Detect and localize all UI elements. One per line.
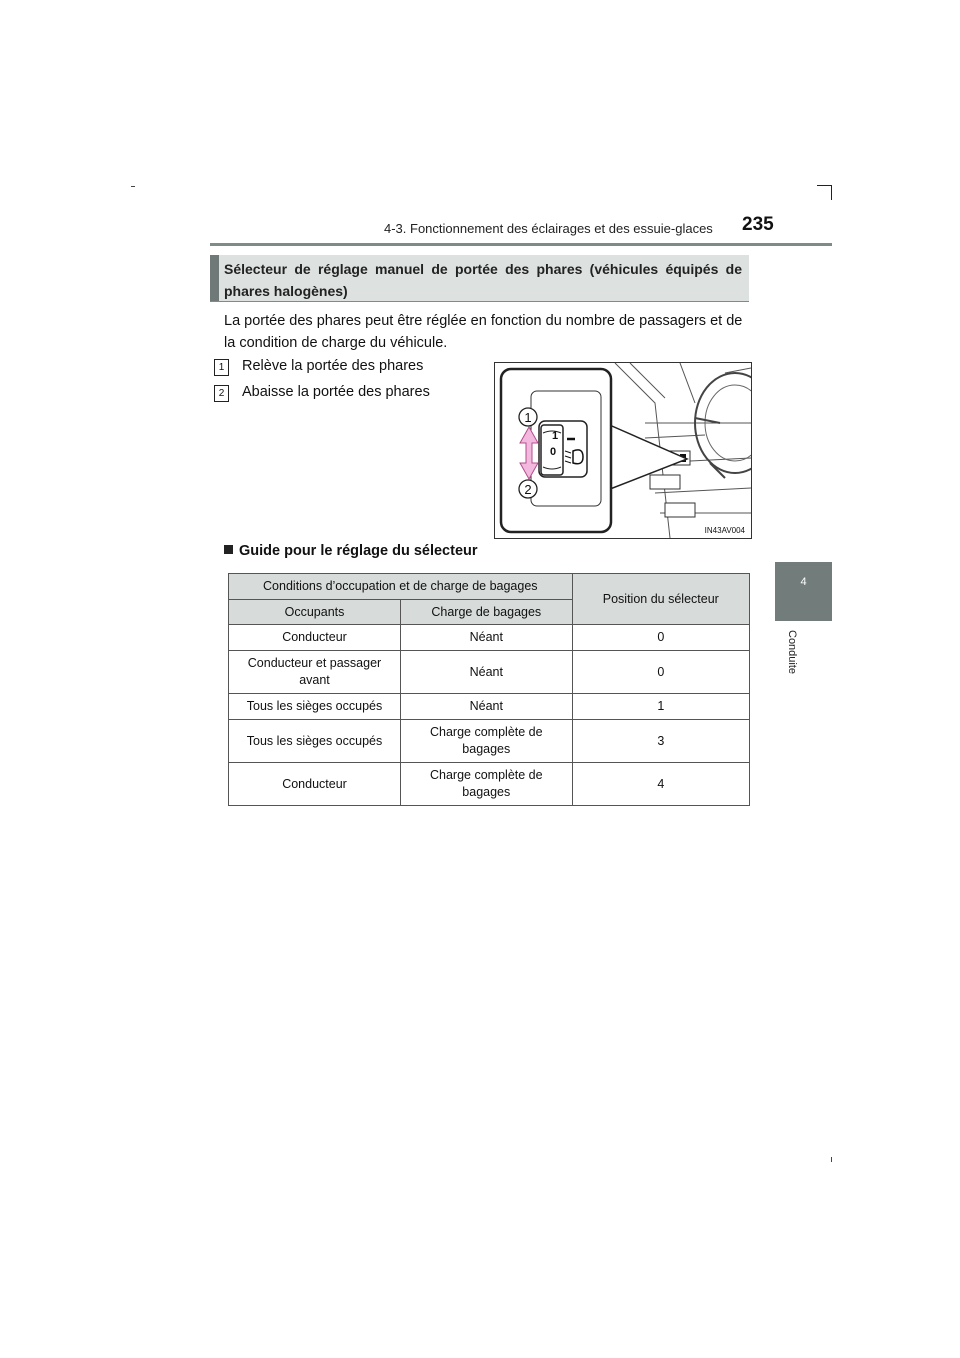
table-row [229,763,750,806]
square-bullet-icon [224,545,233,554]
guide-title: Guide pour le réglage du sélecteur [239,543,478,559]
step-text: Abaisse la portée des phares [242,384,430,400]
dial-mark-0: 0 [549,446,557,458]
chapter-label: Conduite [786,630,798,675]
cell-occupants: Tous les sièges occupés [229,720,401,763]
cell-position: 1 [572,694,749,720]
table-header-occupants: Occupants [229,600,401,625]
cell-position: 0 [572,625,749,651]
headlight-icon [573,450,583,464]
callout-2-label: 2 [524,482,532,497]
cell-position: 0 [572,651,749,694]
table-header-position: Position du sélecteur [572,574,749,625]
cell-charge: Néant [401,694,573,720]
illustration-code: IN43AV004 [704,526,745,535]
chapter-number: 4 [800,576,807,588]
cell-position: 3 [572,720,749,763]
cell-occupants: Conducteur [229,625,401,651]
selector-guide-table [228,573,750,806]
cell-charge: Charge complète de bagages [401,763,573,806]
crop-mark [831,1157,832,1162]
dashboard-drawing [495,363,751,538]
crop-mark [831,185,832,200]
cell-occupants: Tous les sièges occupés [229,694,401,720]
cell-occupants: Conducteur et passager avant [229,651,401,694]
step-number-badge: 1 [214,359,229,376]
header-rule [210,243,832,246]
section-title: Sélecteur de réglage manuel de portée des phares (véhicules équipés de phares halogènes) [224,261,742,299]
dial-mark-1: 1 [551,430,559,442]
guide-heading [224,543,478,559]
step-number-badge: 2 [214,385,229,402]
cell-occupants: Conducteur [229,763,401,806]
running-header: 4-3. Fonctionnement des éclairages et des essuie-glaces [384,221,713,236]
cell-charge: Charge complète de bagages [401,720,573,763]
cell-charge: Néant [401,651,573,694]
headlight-leveling-illustration [494,362,752,539]
page-number: 235 [742,214,774,235]
crop-mark [131,186,135,187]
step-text: Relève la portée des phares [242,358,424,374]
cell-position: 4 [572,763,749,806]
intro-paragraph: La portée des phares peut être réglée en fonction du nombre de passagers et de la condition de charge du véhicule. [224,313,743,351]
crop-mark [817,185,832,186]
table-header-conditions: Conditions d’occupation et de charge de bagages [229,574,573,600]
table-row [229,651,750,694]
callout-1-label: 1 [524,410,532,425]
table-row [229,694,750,720]
section-heading-bar [210,255,219,301]
cell-charge: Néant [401,625,573,651]
table-header-charge: Charge de bagages [401,600,573,625]
table-row [229,720,750,763]
table-row [229,625,750,651]
chapter-tab [775,562,832,621]
